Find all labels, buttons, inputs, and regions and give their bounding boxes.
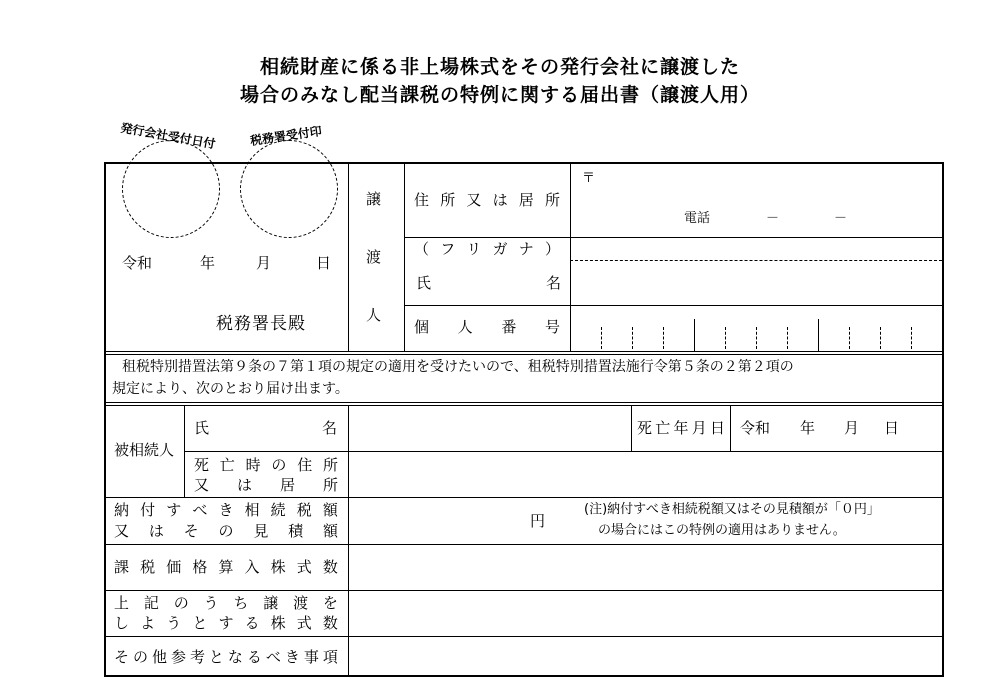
- decedent-name-left: 氏: [194, 419, 210, 437]
- tax-amount-label-line2: 又 は そ の 見 積 額: [114, 522, 338, 540]
- divider: [104, 590, 944, 591]
- death-date-label: 死 亡 年 月 日: [637, 419, 725, 437]
- phone-separator: －: [766, 211, 780, 226]
- tax-office-stamp-label: 税務署受付印: [249, 124, 323, 148]
- individual-number-divider: [632, 327, 633, 349]
- yen-unit: 円: [530, 512, 546, 530]
- death-era: 令和: [740, 419, 771, 437]
- individual-number-divider: [849, 327, 850, 349]
- decedent-name-right: 名: [322, 419, 338, 437]
- individual-number-divider: [601, 327, 602, 349]
- phone-label: 電話: [684, 211, 711, 226]
- individual-number-divider: [694, 319, 695, 351]
- frame-left: [104, 162, 106, 677]
- receipt-year: 年: [200, 254, 216, 272]
- death-day: 日: [884, 419, 900, 437]
- postal-mark: 〒: [582, 171, 596, 186]
- decedent-address-label-line1: 死 亡 時 の 住 所: [194, 456, 338, 474]
- address-input[interactable]: [574, 172, 940, 234]
- divider: [631, 405, 632, 451]
- name-input[interactable]: [572, 263, 942, 303]
- transfer-shares-input[interactable]: [350, 593, 940, 633]
- addressee: 税務署長殿: [216, 314, 306, 334]
- divider: [104, 497, 944, 498]
- divider: [348, 162, 349, 352]
- taxable-shares-label: 課 税 価 格 算 入 株 式 数: [114, 558, 338, 576]
- frame-right: [942, 162, 944, 677]
- receipt-month: 月: [256, 254, 272, 272]
- divider: [404, 305, 942, 306]
- other-matters-label: そ の 他 参 考 と な る べ き 事 項: [114, 648, 338, 666]
- phone-separator: －: [834, 211, 848, 226]
- frame-bottom: [104, 675, 944, 677]
- divider: [104, 636, 944, 637]
- transfer-shares-label-line1: 上 記 の う ち 譲 渡 を: [114, 594, 338, 612]
- receipt-era: 令和: [122, 254, 153, 272]
- tax-amount-input[interactable]: [350, 500, 520, 540]
- form-title-line2: 場合のみなし配当課税の特例に関する届出書（譲渡人用）: [239, 84, 760, 106]
- divider: [104, 402, 944, 403]
- individual-number-label: 個 人 番 号: [414, 318, 560, 336]
- divider: [730, 405, 731, 451]
- name-label-right: 名: [546, 274, 562, 292]
- decedent-address-input[interactable]: [350, 454, 940, 494]
- individual-number-divider: [756, 327, 757, 349]
- furigana-label: （ フ リ ガ ナ ）: [414, 240, 560, 258]
- individual-number-divider: [787, 327, 788, 349]
- death-year: 年: [800, 419, 816, 437]
- divider: [104, 405, 944, 406]
- individual-number-divider: [880, 327, 881, 349]
- divider: [404, 237, 942, 238]
- divider: [104, 351, 944, 352]
- individual-number-divider: [663, 327, 664, 349]
- decedent-name-input[interactable]: [350, 408, 629, 448]
- other-matters-input[interactable]: [350, 639, 940, 673]
- furigana-input[interactable]: [572, 240, 942, 258]
- taxable-shares-input[interactable]: [350, 547, 940, 587]
- death-month: 月: [844, 419, 860, 437]
- frame-top: [104, 162, 944, 164]
- company-receipt-stamp-label: 発行会社受付日付: [119, 120, 217, 152]
- receipt-day: 日: [316, 254, 332, 272]
- tax-office-stamp-circle: [240, 140, 338, 238]
- tax-amount-label-line1: 納 付 す べ き 相 続 税 額: [114, 501, 338, 519]
- tax-note-line2: の場合にはこの特例の適用はありません。: [598, 523, 846, 538]
- tax-note-line1: (注)納付すべき相続税額又はその見積額が「０円」: [584, 502, 880, 517]
- individual-number-divider: [725, 327, 726, 349]
- decedent-label: 被相続人: [114, 441, 175, 459]
- company-receipt-stamp-circle: [122, 140, 220, 238]
- address-label: 住 所 又 は 居 所: [414, 191, 560, 209]
- individual-number-divider: [911, 327, 912, 349]
- transferor-label-char: 渡: [366, 248, 382, 266]
- divider: [104, 354, 944, 355]
- furigana-dashed-line: [570, 260, 942, 261]
- decedent-address-label-line2: 又 は 居 所: [194, 476, 338, 494]
- form-title-line1: 相続財産に係る非上場株式をその発行会社に譲渡した: [259, 56, 740, 78]
- transfer-shares-label-line2: し よ う と す る 株 式 数: [114, 614, 338, 632]
- divider: [104, 544, 944, 545]
- divider: [184, 451, 942, 452]
- statement-line2: 規定により、次のとおり届け出ます。: [112, 381, 349, 397]
- transferor-label-char: 譲: [366, 190, 382, 208]
- divider: [404, 162, 405, 352]
- statement-line1: 租税特別措置法第９条の７第１項の規定の適用を受けたいので、租税特別措置法施行令第５条の２第２項の: [122, 359, 794, 375]
- transferor-label-char: 人: [366, 306, 382, 324]
- divider: [570, 162, 571, 352]
- name-label-left: 氏: [416, 274, 432, 292]
- individual-number-divider: [818, 319, 819, 351]
